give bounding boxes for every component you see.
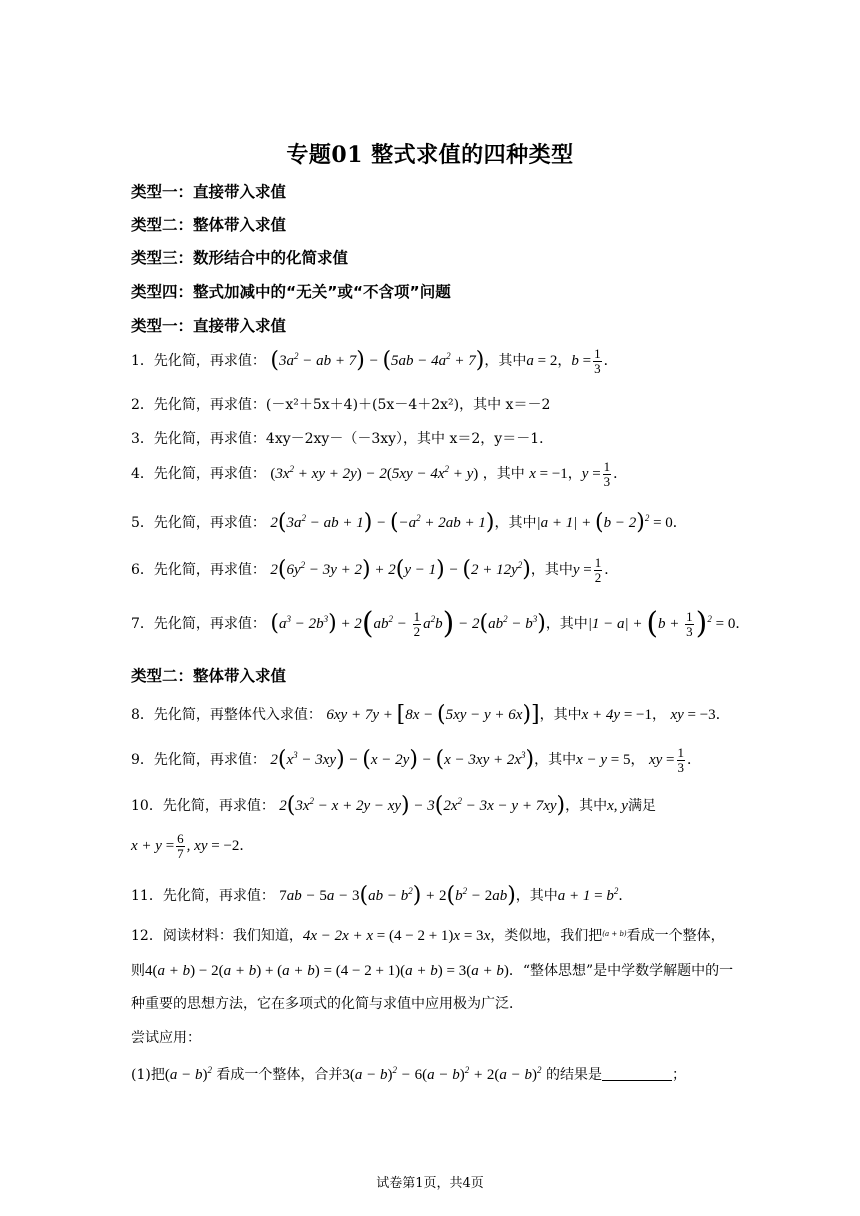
question-2: 2．先化简，再求值：(－x²＋5x＋4)＋(5x－4＋2x²)，其中 x＝－2 bbox=[131, 397, 551, 413]
question-12-part-1: (1)把$(a - b)^2$ 看成一个整体，合并$3(a - b)^2 - 6(a - b)^2 + 2(a - b)^2$ 的结果是 ； bbox=[131, 1065, 686, 1083]
question-8: 8．先化简，再整体代入求值： 6xy + 7y + [8x − (5xy − y + 6x)]，其中x + 4y = −1， xy = −3． bbox=[131, 702, 730, 727]
toc-item-3: 类型三：数形结合中的化简求值 bbox=[131, 249, 349, 267]
page-title: 专题01 整式求值的四种类型 bbox=[286, 142, 574, 168]
question-7: 7．先化简，再求值： $(a^3 - 2b^3) + 2(ab^2$ − $\frac{1}{2}$ $a^2b) - 2(ab^2 - b^3)$，其中|1 − a| + (b + $\frac{1}{3}$ )$^2$ = 0． bbox=[131, 606, 750, 641]
question-6: 6．先化简，再求值： $2(6y^2 - 3y + 2) + 2(y - 1) - (2 + 12y^2)$，其中y = $\frac{1}{2}$ ． bbox=[131, 555, 619, 585]
toc-item-2: 类型二：整体带入求值 bbox=[131, 216, 287, 234]
page-footer: 试卷第1页，共4页 bbox=[376, 1176, 484, 1191]
question-3: 3．先化简，再求值：4xy－2xy－（－3xy），其中 x＝2，y＝－1． bbox=[131, 431, 554, 447]
question-12-try: 尝试应用： bbox=[131, 1030, 201, 1046]
question-12-line-2: 则4(a + b) − 2(a + b) + (a + b) = (4 − 2 + 1)(a + b) = 3(a + b)．“整体思想”是中学数学解题中的一 bbox=[131, 963, 734, 979]
question-1: 1．先化简，再求值： ($3a^2$ − ab + $7) - (5ab - 4a^2 + 7)$，其中a = 2，b = $\frac{1}{3}$ ． bbox=[131, 346, 618, 376]
question-12-line-1: 12．阅读材料：我们知道，4x − 2x + x = (4 − 2 + 1)x = 3x，类似地，我们把$^{(a + b)}$看成一个整体， bbox=[131, 928, 725, 944]
question-10: 10．先化简，再求值： $2(3x^2 - x + 2y - xy) - 3(2x^2 - 3x - y + 7xy)$，其中x, y满足 bbox=[131, 793, 656, 818]
section-heading-2: 类型二：整体带入求值 bbox=[131, 667, 287, 685]
section-heading-1: 类型一：直接带入求值 bbox=[131, 317, 287, 335]
question-12-line-3: 种重要的思想方法，它在多项式的化简与求值中应用极为广泛． bbox=[131, 996, 523, 1012]
question-4: 4．先化简，再求值： ($3x^2$ + xy + $2y) - 2(5xy - 4x^2 + y)$ ，其中 x = −1，y = $\frac{1}{3}$ ． bbox=[131, 459, 628, 489]
toc-item-1: 类型一：直接带入求值 bbox=[131, 183, 287, 201]
question-10-condition: x + y = $\frac{6}{7}$ , xy = −2． bbox=[131, 831, 254, 861]
toc-item-4: 类型四：整式加减中的“无关”或“不含项”问题 bbox=[131, 283, 451, 301]
question-5: 5．先化简，再求值： $2(3a^2$ − ab + $1) - (-a^2 + 2ab + 1)$，其中$|a + 1| + (b - 2)^2 = 0$． bbox=[131, 510, 687, 535]
question-9: 9．先化简，再求值： $2(x^3 - 3xy) - (x - 2y) - (x - 3xy + 2x^3)$，其中x − y = 5， xy = $\frac{1}{3}$ ． bbox=[131, 745, 702, 775]
question-11: 11．先化简，再求值： $7ab - 5a - 3(ab - b^2) + 2(b^2 - 2ab)$，其中$a + 1 = b^2$． bbox=[131, 883, 633, 908]
answer-blank[interactable] bbox=[602, 1066, 672, 1081]
